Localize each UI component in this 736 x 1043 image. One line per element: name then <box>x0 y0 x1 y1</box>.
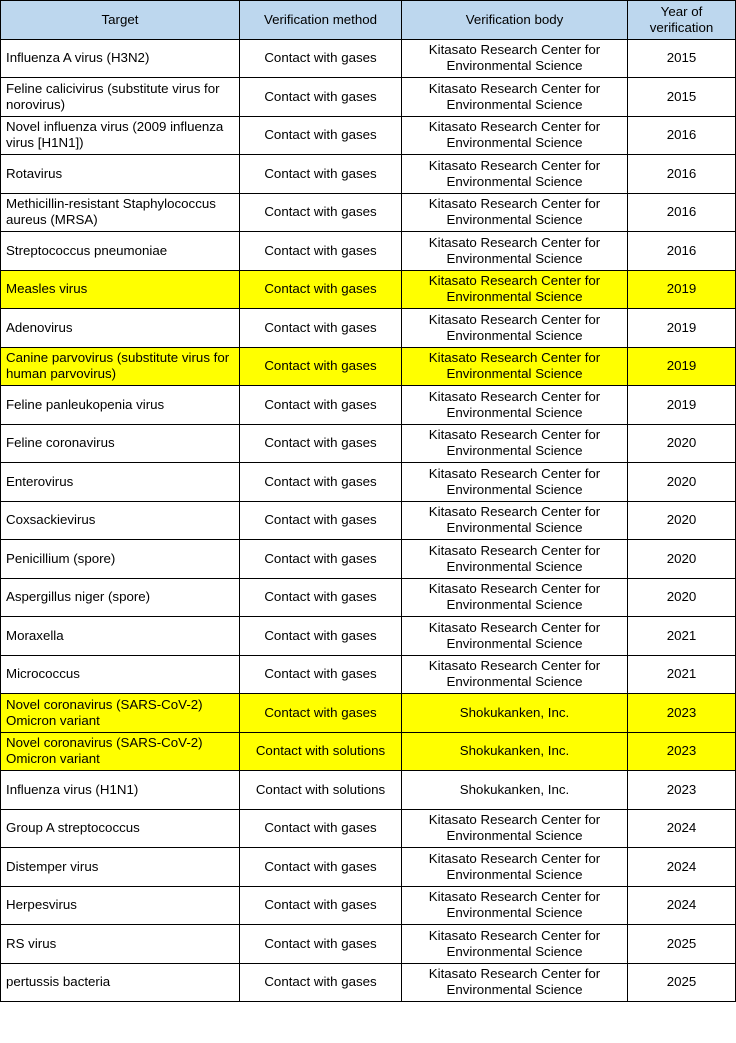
cell-target: Rotavirus <box>1 155 240 194</box>
cell-year: 2020 <box>628 540 736 579</box>
cell-verification-method: Contact with solutions <box>240 732 402 771</box>
cell-target: Penicillium (spore) <box>1 540 240 579</box>
cell-verification-body: Shokukanken, Inc. <box>402 771 628 810</box>
cell-verification-method: Contact with gases <box>240 347 402 386</box>
cell-year: 2020 <box>628 424 736 463</box>
cell-verification-body: Kitasato Research Center for Environmental Science <box>402 386 628 425</box>
cell-target: Novel coronavirus (SARS-CoV-2) Omicron variant <box>1 732 240 771</box>
cell-target: Herpesvirus <box>1 886 240 925</box>
cell-verification-body: Kitasato Research Center for Environmental Science <box>402 155 628 194</box>
header-row <box>1 1 736 40</box>
cell-verification-body: Kitasato Research Center for Environmental Science <box>402 963 628 1002</box>
cell-target: Adenovirus <box>1 309 240 348</box>
cell-target: Measles virus <box>1 270 240 309</box>
cell-verification-method: Contact with gases <box>240 501 402 540</box>
cell-target: Canine parvovirus (substitute virus for human parvovirus) <box>1 347 240 386</box>
cell-target: Coxsackievirus <box>1 501 240 540</box>
table-row <box>1 463 736 502</box>
table-row <box>1 540 736 579</box>
cell-target: Group A streptococcus <box>1 809 240 848</box>
cell-year: 2021 <box>628 617 736 656</box>
cell-year: 2023 <box>628 694 736 733</box>
cell-target: Influenza A virus (H3N2) <box>1 39 240 78</box>
cell-verification-method: Contact with gases <box>240 78 402 117</box>
header-year-of-verification: Year of verification <box>628 1 736 40</box>
cell-target: Micrococcus <box>1 655 240 694</box>
cell-verification-method: Contact with gases <box>240 232 402 271</box>
cell-verification-body: Kitasato Research Center for Environmental Science <box>402 809 628 848</box>
cell-verification-method: Contact with gases <box>240 886 402 925</box>
cell-verification-body: Kitasato Research Center for Environmental Science <box>402 925 628 964</box>
cell-verification-body: Kitasato Research Center for Environmental Science <box>402 501 628 540</box>
cell-verification-body: Shokukanken, Inc. <box>402 694 628 733</box>
table-row <box>1 116 736 155</box>
cell-target: Feline panleukopenia virus <box>1 386 240 425</box>
cell-target: Influenza virus (H1N1) <box>1 771 240 810</box>
cell-verification-body: Kitasato Research Center for Environmental Science <box>402 193 628 232</box>
table-row <box>1 424 736 463</box>
table-row <box>1 347 736 386</box>
table-row <box>1 501 736 540</box>
cell-year: 2016 <box>628 232 736 271</box>
table-header <box>1 1 736 40</box>
cell-verification-method: Contact with gases <box>240 116 402 155</box>
cell-verification-body: Kitasato Research Center for Environmental Science <box>402 886 628 925</box>
table-row <box>1 270 736 309</box>
cell-verification-method: Contact with gases <box>240 655 402 694</box>
cell-verification-body: Kitasato Research Center for Environmental Science <box>402 78 628 117</box>
cell-year: 2024 <box>628 809 736 848</box>
table-row <box>1 809 736 848</box>
cell-year: 2019 <box>628 386 736 425</box>
cell-year: 2016 <box>628 193 736 232</box>
cell-year: 2021 <box>628 655 736 694</box>
table-row <box>1 39 736 78</box>
cell-verification-body: Kitasato Research Center for Environmental Science <box>402 463 628 502</box>
cell-target: RS virus <box>1 925 240 964</box>
cell-year: 2024 <box>628 848 736 887</box>
cell-verification-body: Kitasato Research Center for Environmental Science <box>402 578 628 617</box>
cell-target: Distemper virus <box>1 848 240 887</box>
cell-verification-body: Kitasato Research Center for Environmental Science <box>402 232 628 271</box>
cell-year: 2019 <box>628 309 736 348</box>
table-row <box>1 732 736 771</box>
cell-target: Feline coronavirus <box>1 424 240 463</box>
table-row <box>1 694 736 733</box>
cell-verification-method: Contact with gases <box>240 424 402 463</box>
cell-verification-method: Contact with gases <box>240 540 402 579</box>
cell-verification-body: Kitasato Research Center for Environmental Science <box>402 540 628 579</box>
table-row <box>1 925 736 964</box>
cell-year: 2016 <box>628 155 736 194</box>
cell-year: 2024 <box>628 886 736 925</box>
table-row <box>1 655 736 694</box>
cell-verification-body: Kitasato Research Center for Environmental Science <box>402 39 628 78</box>
table-row <box>1 617 736 656</box>
table-row <box>1 309 736 348</box>
cell-target: pertussis bacteria <box>1 963 240 1002</box>
cell-year: 2019 <box>628 347 736 386</box>
cell-verification-method: Contact with gases <box>240 809 402 848</box>
header-verification-method: Verification method <box>240 1 402 40</box>
cell-verification-body: Kitasato Research Center for Environmental Science <box>402 347 628 386</box>
cell-verification-method: Contact with gases <box>240 925 402 964</box>
cell-year: 2020 <box>628 463 736 502</box>
cell-year: 2020 <box>628 501 736 540</box>
cell-year: 2023 <box>628 732 736 771</box>
cell-target: Streptococcus pneumoniae <box>1 232 240 271</box>
cell-verification-body: Kitasato Research Center for Environmental Science <box>402 655 628 694</box>
cell-target: Novel coronavirus (SARS-CoV-2) Omicron variant <box>1 694 240 733</box>
cell-verification-body: Kitasato Research Center for Environmental Science <box>402 309 628 348</box>
cell-year: 2015 <box>628 39 736 78</box>
cell-year: 2025 <box>628 963 736 1002</box>
table-body <box>1 39 736 1002</box>
table-row <box>1 155 736 194</box>
cell-target: Enterovirus <box>1 463 240 502</box>
cell-year: 2016 <box>628 116 736 155</box>
cell-year: 2023 <box>628 771 736 810</box>
cell-verification-method: Contact with gases <box>240 193 402 232</box>
cell-target: Novel influenza virus (2009 influenza virus [H1N1]) <box>1 116 240 155</box>
cell-year: 2025 <box>628 925 736 964</box>
cell-year: 2019 <box>628 270 736 309</box>
header-target: Target <box>1 1 240 40</box>
table-row <box>1 963 736 1002</box>
cell-verification-method: Contact with gases <box>240 694 402 733</box>
cell-verification-method: Contact with gases <box>240 617 402 656</box>
cell-target: Feline calicivirus (substitute virus for norovirus) <box>1 78 240 117</box>
cell-verification-method: Contact with gases <box>240 39 402 78</box>
cell-verification-body: Kitasato Research Center for Environmental Science <box>402 270 628 309</box>
cell-verification-method: Contact with gases <box>240 463 402 502</box>
table-row <box>1 232 736 271</box>
cell-verification-method: Contact with gases <box>240 309 402 348</box>
cell-verification-body: Kitasato Research Center for Environmental Science <box>402 617 628 656</box>
table-row <box>1 848 736 887</box>
cell-target: Aspergillus niger (spore) <box>1 578 240 617</box>
table-row <box>1 578 736 617</box>
cell-verification-body: Kitasato Research Center for Environmental Science <box>402 848 628 887</box>
cell-target: Moraxella <box>1 617 240 656</box>
table-row <box>1 78 736 117</box>
table-row <box>1 886 736 925</box>
table-row <box>1 771 736 810</box>
cell-verification-method: Contact with gases <box>240 963 402 1002</box>
table-row <box>1 386 736 425</box>
cell-verification-method: Contact with gases <box>240 386 402 425</box>
cell-verification-body: Kitasato Research Center for Environmental Science <box>402 424 628 463</box>
cell-verification-body: Shokukanken, Inc. <box>402 732 628 771</box>
cell-target: Methicillin-resistant Staphylococcus aureus (MRSA) <box>1 193 240 232</box>
cell-verification-method: Contact with gases <box>240 270 402 309</box>
cell-year: 2020 <box>628 578 736 617</box>
cell-year: 2015 <box>628 78 736 117</box>
cell-verification-body: Kitasato Research Center for Environmental Science <box>402 116 628 155</box>
cell-verification-method: Contact with gases <box>240 848 402 887</box>
header-verification-body: Verification body <box>402 1 628 40</box>
cell-verification-method: Contact with gases <box>240 578 402 617</box>
cell-verification-method: Contact with gases <box>240 155 402 194</box>
cell-verification-method: Contact with solutions <box>240 771 402 810</box>
table-row <box>1 193 736 232</box>
